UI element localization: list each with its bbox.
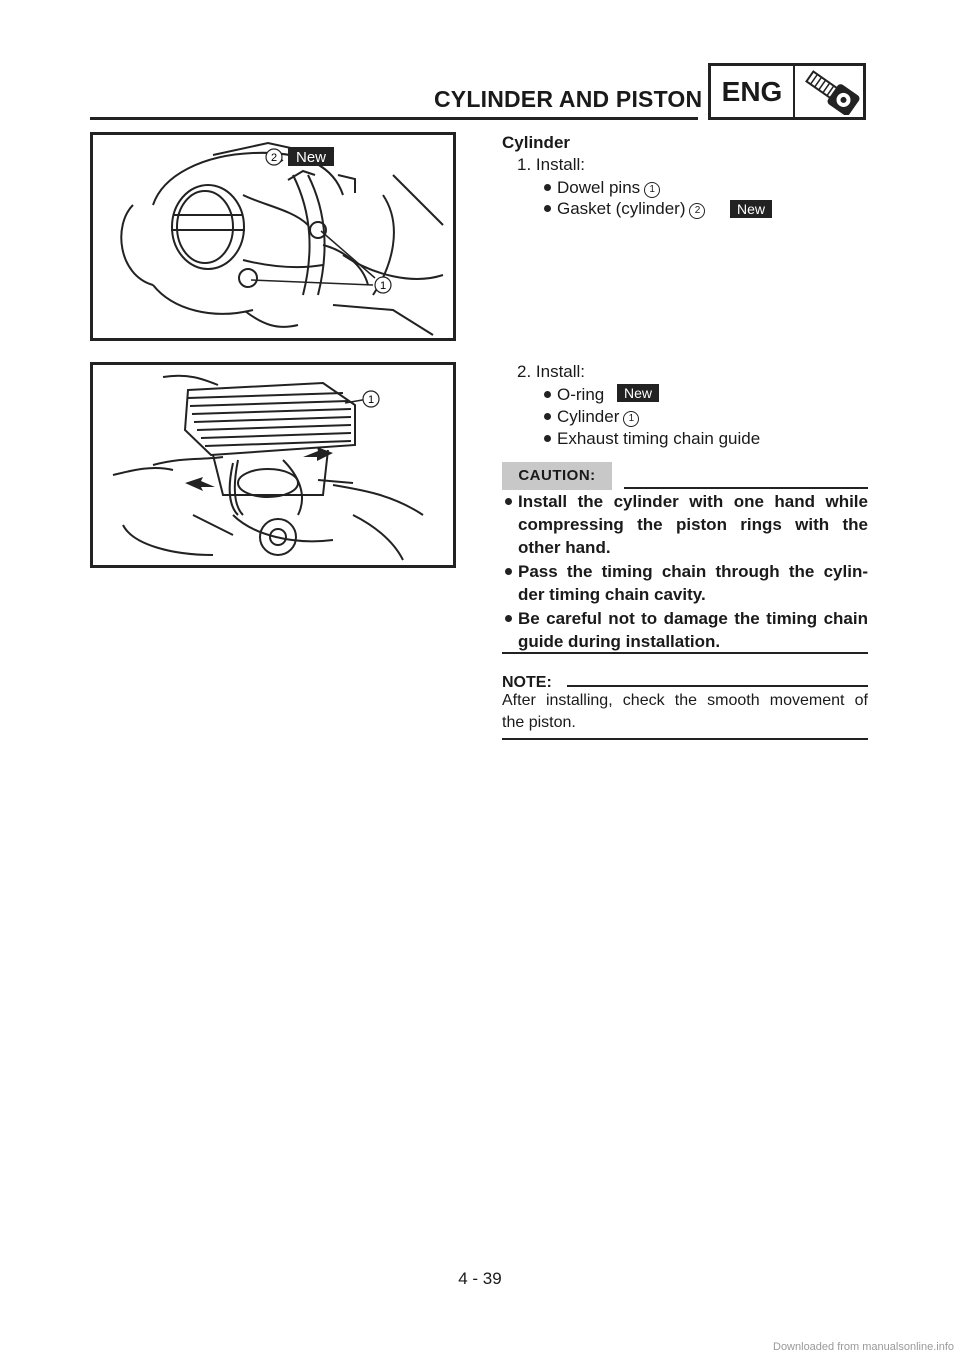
caution-body (502, 490, 868, 650)
cylinder-install-illustration (93, 365, 453, 565)
step-2-item-exhaust-guide: Exhaust timing chain guide (544, 428, 760, 450)
bullet-icon (544, 391, 551, 398)
ref-circle: 2 (689, 203, 705, 219)
bullet-icon (544, 413, 551, 420)
caution-line: Install the cylinder with one hand while (518, 492, 868, 511)
step-2-item-cylinder: Cylinder 1 (544, 406, 639, 428)
note-top-rule (567, 685, 868, 687)
callout-2-label: 2 (270, 152, 278, 164)
figure-cylinder-install (90, 362, 456, 568)
note-line: After installing, check the smooth movement of (502, 692, 868, 709)
new-tag-label: New (295, 149, 327, 166)
bullet-icon (544, 184, 551, 191)
section-heading: Cylinder (502, 133, 571, 152)
ref-circle: 1 (644, 182, 660, 198)
bullet-icon (505, 615, 512, 622)
caution-line: der timing chain cavity. (518, 585, 706, 604)
caution-line: guide during installation. (518, 632, 721, 651)
bullet-icon (544, 205, 551, 212)
new-badge: New (730, 200, 772, 218)
step-1-item-gasket: Gasket (cylinder) 2 (544, 198, 705, 220)
bullet-icon (544, 435, 551, 442)
caution-label: CAUTION: (502, 462, 612, 490)
footer-watermark: Downloaded from manualsonline.info (773, 1341, 954, 1353)
note-label: NOTE: (502, 674, 552, 691)
bullet-icon (505, 498, 512, 505)
ref-circle: 1 (623, 411, 639, 427)
caution-line: other hand. (518, 538, 611, 557)
step-2-label: 2. Install: (517, 362, 586, 381)
header-rule (90, 117, 698, 120)
step-1-item-dowel-pins: Dowel pins 1 (544, 177, 660, 199)
section-tab (708, 63, 866, 120)
bullet-icon (505, 568, 512, 575)
page-title: CYLINDER AND PISTON (434, 86, 703, 112)
caution-line: compressing the piston rings with the (518, 515, 868, 534)
wrench-bolt-icon (795, 68, 863, 115)
page-number: 4 - 39 (458, 1269, 502, 1288)
caution-bottom-rule (502, 652, 868, 654)
caution-line: Be careful not to damage the timing chain (518, 609, 868, 628)
new-badge: New (617, 384, 659, 402)
note-bottom-rule (502, 738, 868, 740)
cylinder-base-illustration (93, 135, 453, 338)
figure-dowel-pins-gasket (90, 132, 456, 341)
caution-top-rule (624, 487, 868, 489)
note-body (502, 690, 868, 734)
callout-1-label: 1 (367, 394, 375, 406)
step-1-label: 1. Install: (517, 155, 586, 174)
caution-line: Pass the timing chain through the cylin- (518, 562, 868, 581)
section-code: ENG (711, 66, 795, 117)
callout-1-label: 1 (379, 280, 387, 292)
step-2-item-o-ring: O-ring (544, 384, 604, 406)
note-line: the piston. (502, 714, 576, 731)
